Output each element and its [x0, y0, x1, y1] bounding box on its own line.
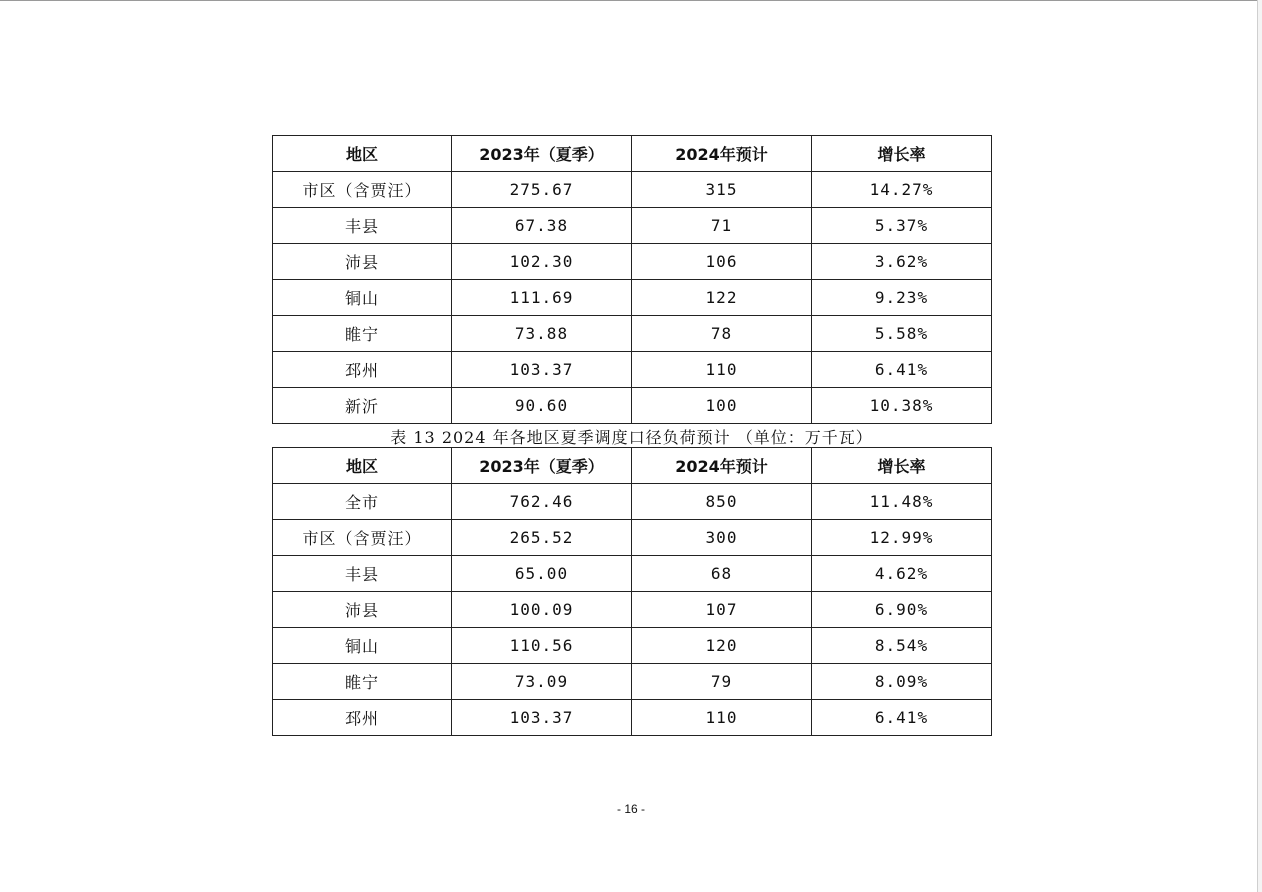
- table-row: [273, 172, 992, 208]
- table-row: [273, 208, 992, 244]
- cell-2024: 850: [632, 484, 812, 520]
- table-row: [273, 664, 992, 700]
- table-row: [273, 700, 992, 736]
- page-right-shadow: [1258, 0, 1262, 892]
- cell-region: 铜山: [273, 280, 452, 316]
- cell-2024: 78: [632, 316, 812, 352]
- cell-2024: 106: [632, 244, 812, 280]
- cell-2023: 111.69: [452, 280, 632, 316]
- cell-2023: 65.00: [452, 556, 632, 592]
- table-row: [273, 352, 992, 388]
- cell-region: 睢宁: [273, 316, 452, 352]
- cell-growth: 8.09%: [812, 664, 992, 700]
- table-caption: 表 13 2024 年各地区夏季调度口径负荷预计 （单位：万千瓦）: [390, 428, 873, 447]
- cell-2024: 315: [632, 172, 812, 208]
- table-header-row: [273, 136, 992, 172]
- header-region: 地区: [273, 448, 452, 484]
- cell-2024: 71: [632, 208, 812, 244]
- cell-region: 睢宁: [273, 664, 452, 700]
- cell-growth: 12.99%: [812, 520, 992, 556]
- cell-growth: 4.62%: [812, 556, 992, 592]
- cell-2023: 73.09: [452, 664, 632, 700]
- cell-growth: 11.48%: [812, 484, 992, 520]
- cell-region: 丰县: [273, 556, 452, 592]
- cell-region: 丰县: [273, 208, 452, 244]
- table-row: [273, 388, 992, 424]
- table-row: [273, 628, 992, 664]
- cell-2023: 67.38: [452, 208, 632, 244]
- cell-2023: 103.37: [452, 700, 632, 736]
- cell-2024: 79: [632, 664, 812, 700]
- table-row: [273, 520, 992, 556]
- header-growth-rate: 增长率: [812, 448, 992, 484]
- cell-region: 新沂: [273, 388, 452, 424]
- cell-2023: 265.52: [452, 520, 632, 556]
- cell-2024: 100: [632, 388, 812, 424]
- cell-region: 沛县: [273, 592, 452, 628]
- table-row: [273, 484, 992, 520]
- cell-2023: 275.67: [452, 172, 632, 208]
- cell-growth: 10.38%: [812, 388, 992, 424]
- cell-growth: 6.41%: [812, 700, 992, 736]
- cell-growth: 6.41%: [812, 352, 992, 388]
- cell-region: 全市: [273, 484, 452, 520]
- cell-2024: 107: [632, 592, 812, 628]
- cell-growth: 6.90%: [812, 592, 992, 628]
- cell-2024: 68: [632, 556, 812, 592]
- cell-2023: 762.46: [452, 484, 632, 520]
- cell-growth: 5.58%: [812, 316, 992, 352]
- table-row: [273, 592, 992, 628]
- cell-growth: 5.37%: [812, 208, 992, 244]
- cell-region: 市区（含贾汪）: [273, 520, 452, 556]
- cell-2023: 103.37: [452, 352, 632, 388]
- cell-region: 铜山: [273, 628, 452, 664]
- header-2023-summer: 2023年（夏季）: [452, 448, 632, 484]
- cell-2023: 100.09: [452, 592, 632, 628]
- table-row: [273, 244, 992, 280]
- cell-2023: 90.60: [452, 388, 632, 424]
- table-row: [273, 280, 992, 316]
- cell-2024: 110: [632, 700, 812, 736]
- cell-growth: 9.23%: [812, 280, 992, 316]
- load-table-previous: [272, 135, 992, 424]
- cell-region: 邳州: [273, 352, 452, 388]
- cell-2024: 110: [632, 352, 812, 388]
- cell-2023: 102.30: [452, 244, 632, 280]
- cell-2023: 73.88: [452, 316, 632, 352]
- header-2023-summer: 2023年（夏季）: [452, 136, 632, 172]
- cell-growth: 8.54%: [812, 628, 992, 664]
- cell-growth: 14.27%: [812, 172, 992, 208]
- header-2024-forecast: 2024年预计: [632, 448, 812, 484]
- cell-2024: 300: [632, 520, 812, 556]
- page-top-border: [0, 0, 1262, 1]
- table-header-row: [273, 448, 992, 484]
- page-right-border: [1257, 0, 1258, 892]
- header-2024-forecast: 2024年预计: [632, 136, 812, 172]
- page-number: - 16 -: [616, 802, 645, 816]
- header-growth-rate: 增长率: [812, 136, 992, 172]
- header-region: 地区: [273, 136, 452, 172]
- load-table-dispatch: [272, 447, 992, 736]
- table-row: [273, 556, 992, 592]
- cell-region: 邳州: [273, 700, 452, 736]
- cell-2024: 120: [632, 628, 812, 664]
- cell-2024: 122: [632, 280, 812, 316]
- cell-growth: 3.62%: [812, 244, 992, 280]
- cell-2023: 110.56: [452, 628, 632, 664]
- cell-region: 市区（含贾汪）: [273, 172, 452, 208]
- cell-region: 沛县: [273, 244, 452, 280]
- table-row: [273, 316, 992, 352]
